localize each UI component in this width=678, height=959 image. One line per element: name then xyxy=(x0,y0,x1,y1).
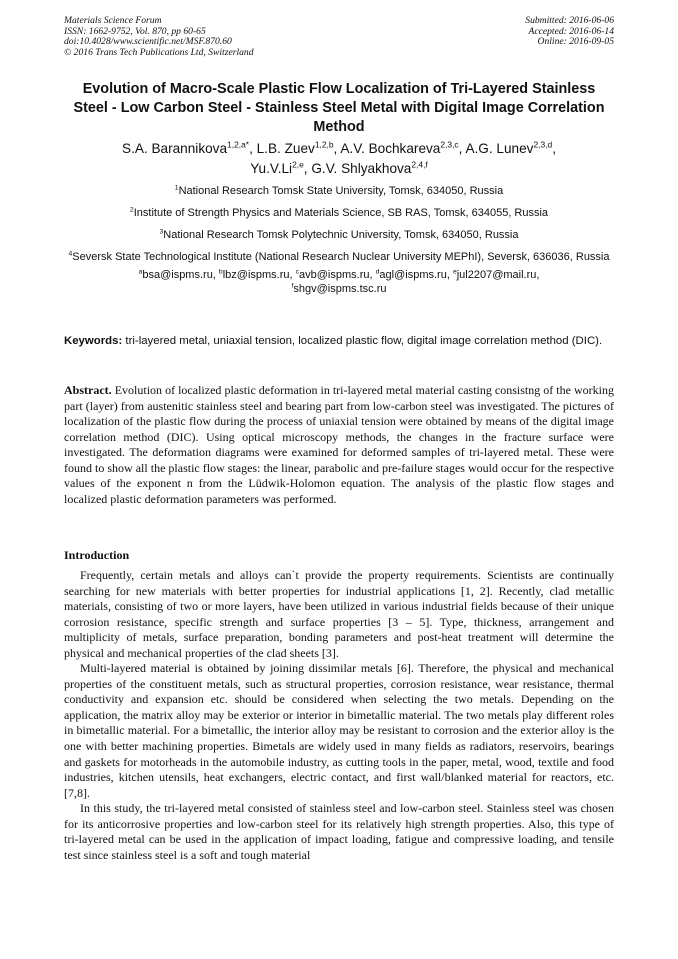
journal-copyright: © 2016 Trans Tech Publications Ltd, Switzerland xyxy=(64,46,254,58)
section-heading: Introduction xyxy=(64,548,130,562)
paper-title: Evolution of Macro-Scale Plastic Flow Localization of Tri-Layered Stainless Steel - Low Carbon Steel - Stainless Steel Metal with Digital Image Correlation Method xyxy=(73,81,605,135)
author: L.B. Zuev$^{1,2,b}$, xyxy=(256,139,341,156)
keywords xyxy=(64,334,614,350)
paragraph: Multi-layered material is obtained by joining dissimilar metals [6]. Therefore, the physical and mechanical properties of the constituent metals, such as structural properties, corrosion resistance, wear resistance, thermal conductivity and expansion etc. should be considered when selecting the two metals. Depending on the application, the matrix alloy may be exterior or interior in bimetallic material. The two metals play different roles in bimetallic material. For a bimetallic, the interior alloy may be resistant to corrosion and the exterior alloy is the one with better machining properties. Bimetals are widely used in many fields as radiators, reservoirs, bearings and gaskets for motorheads in the automobile industry, as cutting tools in the paper, metal, wood, textile and food industries, kitchen utensils, heat exchangers, electric contact, and first wall/blanked material for reactors, etc. [7,8]. xyxy=(64,661,614,800)
email-link[interactable]: $^d$agl@ispms.ru, xyxy=(375,268,453,281)
email-list xyxy=(64,268,614,296)
author: Yu.V.Li$^{2,e}$, xyxy=(250,159,312,176)
affiliation: $^3$National Research Tomsk Polytechnic University, Tomsk, 634050, Russia xyxy=(159,228,519,241)
email-link[interactable]: $^a$bsa@ispms.ru, xyxy=(138,268,219,281)
journal-info xyxy=(64,16,254,58)
abstract-label: Abstract. xyxy=(64,383,112,397)
author-list xyxy=(64,139,614,179)
introduction-body xyxy=(64,568,614,863)
email-link[interactable]: $^b$lbz@ispms.ru, xyxy=(218,268,296,281)
affiliation-list xyxy=(64,184,614,304)
paragraph: In this study, the tri-layered metal consisted of stainless steel and low-carbon steel. Stainless steel was chosen for its anticorrosive properties and low-carbon steel for its relatively high strength properties. Also, this type of tri-layered metal can be used in the application of impact loading, fatigue and compressive loading, and tensile test since stainless steel is a soft and tough material xyxy=(64,801,614,862)
journal-issn: ISSN: 1662-9752, Vol. 870, pp 60-65 xyxy=(64,25,206,37)
abstract-text: Evolution of localized plastic deformation in tri-layered metal material casting consistng of the working part (layer) from austenitic stainless steel and bearing part from low-carbon steel was investigated. The pictures of localization of the plastic flow during the process of uniaxial tension were obtained by means of the digital image correlation method (DIC). Using optical microscopy methods, the changes in the fracture surface were investigated. The deformation diagrams were examined for deformed samples of tri-layered metal. These were found to show all the plastic flow stages: the linear, parabolic and pre-failure stages would occur for the respective values of the exponent n from the Lüdwik-Holomon equation. The analysis of the plastic flow stages and localized plastic deformation parameters was performed. xyxy=(64,383,615,506)
email-link[interactable]: $^c$avb@ispms.ru, xyxy=(295,268,376,281)
email-link[interactable]: $^e$jul2207@mail.ru, xyxy=(452,268,540,281)
date-submitted: Submitted: 2016-06-06 xyxy=(525,15,614,26)
paragraph: Frequently, certain metals and alloys can`t provide the property requirements. Scientists are continually searching for new materials with better properties for industrial applications [1, 2]. Recently, clad metallic materials, consisting of two or more layers, have been utilized in various industrial fields because of their unique corrosion resistance, specific strength and surface properties [3 – 5]. Type, thickness, arrangement and multiplicity of metals, surface preparation, bonding parameters and post-heat treatment will determine the physical and mechanical properties of the clad sheets [3]. xyxy=(64,568,614,660)
journal-doi: doi:10.4028/www.scientific.net/MSF.870.60 xyxy=(64,36,232,48)
affiliation: $^2$Institute of Strength Physics and Materials Science, SB RAS, Tomsk, 634055, Russia xyxy=(129,206,549,219)
keywords-text: tri-layered metal, uniaxial tension, localized plastic flow, digital image correlation method (DIC). xyxy=(125,335,603,347)
author: A.V. Bochkareva$^{2,3,c}$, xyxy=(340,139,466,156)
date-accepted: Accepted: 2016-06-14 xyxy=(528,25,614,37)
abstract xyxy=(64,383,614,507)
author: S.A. Barannikova$^{1,2,a*}$, xyxy=(122,139,257,156)
email-link[interactable]: $^f$shgv@ispms.tsc.ru xyxy=(291,282,387,295)
date-online: Online: 2016-09-05 xyxy=(537,36,614,48)
affiliation: $^4$Seversk State Technological Institute (National Research Nuclear University MEPhI), Seversk, 636036, Russia xyxy=(68,250,610,263)
author: A.G. Lunev$^{2,3,d}$, xyxy=(465,139,556,156)
keywords-label: Keywords: xyxy=(64,335,123,347)
author: G.V. Shlyakhova$^{2,4,f}$ xyxy=(311,159,428,176)
journal-name: Materials Science Forum xyxy=(64,15,162,26)
affiliation: $^1$National Research Tomsk State University, Tomsk, 634050, Russia xyxy=(174,184,504,197)
publication-dates xyxy=(525,16,614,48)
